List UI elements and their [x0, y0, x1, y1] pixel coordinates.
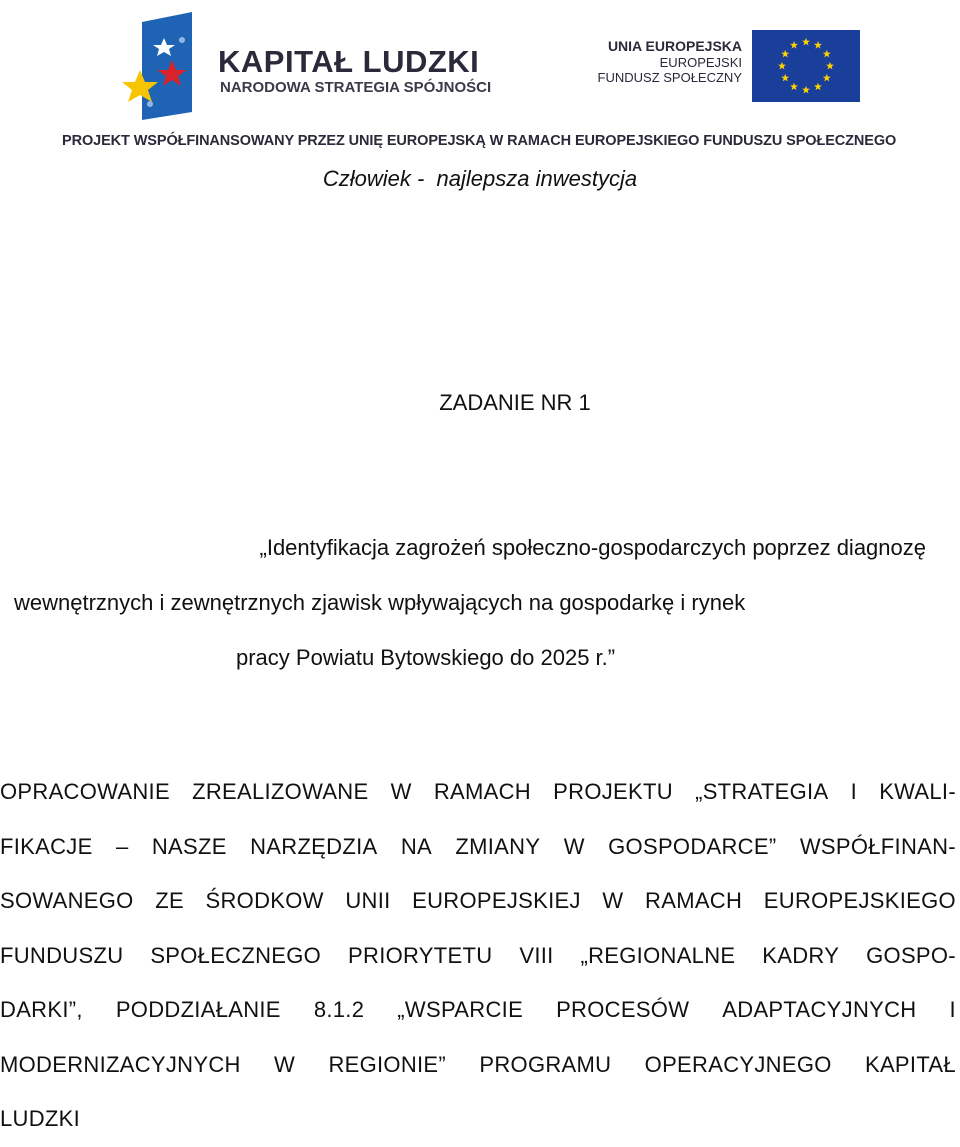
body-word: KWALI-	[879, 779, 956, 804]
body-word: RAMACH	[645, 888, 743, 913]
eu-logo-line1: UNIA EUROPEJSKA	[607, 38, 742, 54]
body-paragraph	[0, 765, 956, 1147]
body-word: REGIONIE”	[328, 1051, 447, 1077]
kapital-ludzki-subtitle: NARODOWA STRATEGIA SPÓJNOŚCI	[220, 79, 492, 96]
body-word: ŚRODKOW	[205, 888, 324, 913]
body-word: OPRACOWANIE	[0, 779, 170, 804]
body-line	[0, 1092, 956, 1147]
body-word: ADAPTACYJNYCH	[722, 997, 917, 1022]
document-title	[14, 520, 946, 685]
body-line	[0, 983, 956, 1038]
project-cofinancing-line: PROJEKT WSPÓŁFINANSOWANY PRZEZ UNIĘ EUROPEJSKĄ W RAMACH EUROPEJSKIEGO FUNDUSZU SPOŁECZNEGO	[62, 133, 897, 149]
body-word: MODERNIZACYJNYCH	[0, 1051, 241, 1077]
body-word: PROCESÓW	[556, 997, 690, 1022]
body-word: VIII	[519, 942, 554, 968]
body-word: NA	[400, 833, 433, 859]
body-word: GOSPO-	[866, 942, 956, 968]
body-line	[0, 820, 956, 875]
body-word: W	[274, 1051, 296, 1077]
body-word: I	[949, 997, 956, 1022]
body-word: FUNDUSZU	[0, 942, 124, 968]
body-line	[0, 929, 956, 984]
body-line	[0, 1038, 956, 1093]
eu-flag-icon	[752, 30, 860, 102]
body-word: LUDZKI	[0, 1106, 81, 1131]
body-word: „WSPARCIE	[397, 997, 524, 1022]
eu-logo-text	[590, 38, 742, 86]
document-title-line: pracy Powiatu Bytowskiego do 2025 r.”	[236, 645, 616, 670]
body-word: NARZĘDZIA	[250, 833, 378, 859]
body-word: W	[602, 888, 624, 913]
eu-logo-line3: FUNDUSZ SPOŁECZNY	[597, 70, 742, 86]
body-word: ZE	[155, 888, 184, 913]
body-word: I	[850, 779, 858, 804]
body-word: UNII	[345, 888, 391, 913]
body-word: SPOŁECZNEGO	[150, 942, 322, 968]
eu-logo-line2: EUROPEJSKI	[659, 54, 742, 70]
body-word: NASZE	[151, 833, 227, 859]
body-word: „REGIONALNE	[580, 942, 736, 968]
body-word: PRIORYTETU	[348, 942, 493, 968]
body-word: KADRY	[762, 942, 840, 968]
body-word: OPERACYJNEGO	[644, 1051, 832, 1077]
body-word: ZREALIZOWANE	[192, 779, 369, 804]
body-word: PODDZIAŁANIE	[115, 997, 281, 1022]
body-word: KAPITAŁ	[864, 1051, 956, 1077]
body-word: GOSPODARCE”	[608, 833, 777, 859]
body-word: ZMIANY	[455, 833, 541, 859]
document-title-line: „Identyfikacja zagrożeń społeczno-gospodarczych poprzez diagnozę	[259, 535, 926, 560]
body-word: W	[563, 833, 585, 859]
document-title-line: wewnętrznych i zewnętrznych zjawisk wpływających na gospodarkę i rynek	[14, 590, 746, 615]
body-word: DARKI”,	[0, 997, 83, 1022]
body-line	[0, 874, 956, 929]
body-word: EUROPEJSKIEGO	[763, 888, 956, 913]
body-word: SOWANEGO	[0, 888, 134, 913]
body-word: PROGRAMU	[479, 1051, 612, 1077]
slogan: Człowiek - najlepsza inwestycja	[322, 166, 638, 191]
body-word: W	[390, 779, 412, 804]
body-word: WSPÓŁFINAN-	[799, 833, 956, 859]
body-line	[0, 765, 956, 820]
body-word: RAMACH	[433, 779, 531, 804]
body-word: 8.1.2	[313, 997, 365, 1022]
body-word: –	[115, 833, 129, 859]
body-word: PROJEKTU	[553, 779, 673, 804]
kapital-ludzki-title: KAPITAŁ LUDZKI	[218, 44, 480, 79]
task-title: ZADANIE NR 1	[439, 390, 591, 415]
body-word: FIKACJE	[0, 833, 93, 859]
body-word: EUROPEJSKIEJ	[412, 888, 581, 913]
body-word: „STRATEGIA	[695, 779, 829, 804]
